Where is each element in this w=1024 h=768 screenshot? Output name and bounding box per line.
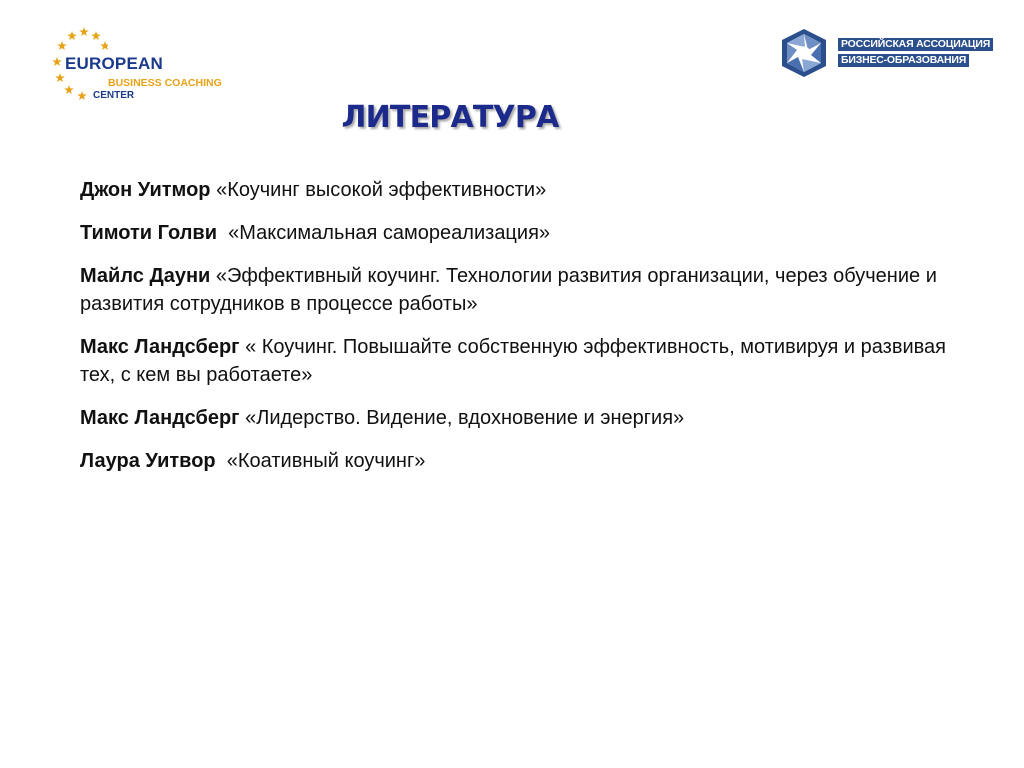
reference-book: «Коучинг высокой эффективности» [216, 179, 547, 201]
reference-author: Макс Ландсберг [80, 336, 240, 358]
reference-book: « Коучинг. Повышайте собственную эффективность, мотивируя и развивая тех, с кем вы работаете» [80, 336, 946, 386]
reference-item [80, 404, 980, 432]
aperture-emblem-icon [778, 28, 830, 78]
russian-association-logo [778, 28, 991, 78]
reference-item [80, 262, 980, 318]
reference-book: «Максимальная самореализация» [228, 222, 551, 244]
european-business-coaching-logo [48, 26, 222, 106]
reference-author: Макс Ландсберг [80, 407, 240, 429]
reference-author: Тимоти Голви [80, 222, 218, 244]
reference-item [80, 447, 980, 475]
reference-author: Майлс Дауни [80, 265, 211, 287]
reference-book: «Эффективный коучинг. Технологии развития организации, через обучение и развития сотрудников в процессе работы» [80, 265, 937, 315]
logo-text-line2: БИЗНЕС-ОБРАЗОВАНИЯ [838, 54, 969, 67]
reference-author: Джон Уитмор [80, 179, 211, 201]
reference-book: «Лидерство. Видение, вдохновение и энергия» [245, 407, 685, 429]
logo-title: EUROPEAN [65, 54, 163, 73]
logo-text-line1: РОССИЙСКАЯ АССОЦИАЦИЯ [838, 38, 993, 51]
reference-author: Лаура Уитвор [80, 450, 216, 472]
reference-book: «Коативный коучинг» [226, 450, 426, 472]
reference-list [80, 176, 980, 490]
reference-item [80, 333, 980, 389]
logo-subtitle-center: CENTER [93, 90, 135, 101]
reference-item [80, 219, 980, 247]
reference-item [80, 176, 980, 204]
page-title: ЛИТЕРАТУРА [341, 100, 559, 135]
logo-subtitle: BUSINESS COACHING [108, 77, 222, 89]
